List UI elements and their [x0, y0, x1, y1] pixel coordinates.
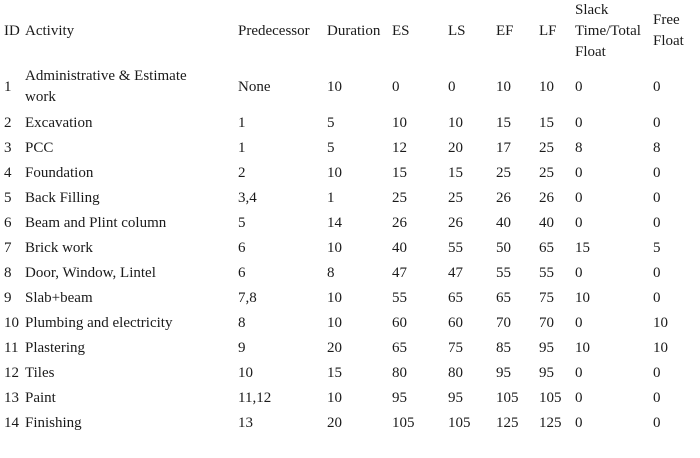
cell-es: 25: [392, 190, 407, 206]
cell-es: 60: [392, 315, 407, 331]
cell-lf: 40: [539, 215, 554, 231]
cell-slack: 15: [575, 240, 590, 256]
cell-activity: Plumbing and electricity: [25, 315, 173, 331]
cell-predecessor: 8: [238, 315, 246, 331]
cell-lf: 10: [539, 79, 554, 95]
cell-duration: 15: [327, 365, 342, 381]
cell-id: 14: [4, 415, 19, 431]
cell-id: 9: [4, 290, 12, 306]
cell-predecessor: 7,8: [238, 290, 257, 306]
cell-ls: 10: [448, 115, 463, 131]
cell-free: 10: [653, 340, 668, 356]
cell-es: 40: [392, 240, 407, 256]
cell-ls: 0: [448, 79, 456, 95]
header-slack-line2: Time/Total: [575, 23, 641, 39]
cell-ef: 15: [496, 115, 511, 131]
cell-ef: 50: [496, 240, 511, 256]
cell-id: 6: [4, 215, 12, 231]
cell-lf: 55: [539, 265, 554, 281]
cell-duration: 10: [327, 390, 342, 406]
cell-free: 0: [653, 165, 661, 181]
cell-id: 11: [4, 340, 19, 356]
cell-lf: 95: [539, 365, 554, 381]
table-row: [0, 388, 700, 413]
cell-predecessor: 10: [238, 365, 253, 381]
cell-free: 0: [653, 190, 661, 206]
cell-es: 26: [392, 215, 407, 231]
cell-duration: 10: [327, 165, 342, 181]
cell-free: 0: [653, 290, 661, 306]
cell-es: 10: [392, 115, 407, 131]
cell-ls: 65: [448, 290, 463, 306]
cell-slack: 10: [575, 340, 590, 356]
cell-duration: 10: [327, 290, 342, 306]
table-row: [0, 138, 700, 163]
cell-slack: 0: [575, 165, 583, 181]
cell-ls: 25: [448, 190, 463, 206]
cell-es: 15: [392, 165, 407, 181]
cell-duration: 14: [327, 215, 342, 231]
cell-predecessor: 6: [238, 265, 246, 281]
cell-slack: 10: [575, 290, 590, 306]
cell-id: 2: [4, 115, 12, 131]
cell-es: 12: [392, 140, 407, 156]
cell-ls: 95: [448, 390, 463, 406]
cell-predecessor: 3,4: [238, 190, 257, 206]
cell-ef: 70: [496, 315, 511, 331]
cell-ls: 55: [448, 240, 463, 256]
table-row: [0, 188, 700, 213]
header-free-line1: Free: [653, 12, 680, 28]
cell-activity-cont: work: [25, 89, 56, 105]
cell-predecessor: 6: [238, 240, 246, 256]
cell-es: 80: [392, 365, 407, 381]
cell-slack: 0: [575, 215, 583, 231]
cell-activity: Back Filling: [25, 190, 100, 206]
header-predecessor: Predecessor: [238, 23, 310, 39]
cell-free: 0: [653, 79, 661, 95]
cell-activity: Administrative & Estimate: [25, 68, 187, 84]
table-row: [0, 313, 700, 338]
header-ls: LS: [448, 23, 466, 39]
cell-ef: 40: [496, 215, 511, 231]
cell-activity: Finishing: [25, 415, 82, 431]
table-row: [0, 113, 700, 138]
cell-slack: 0: [575, 315, 583, 331]
table-row: [0, 288, 700, 313]
header-ef: EF: [496, 23, 514, 39]
cell-duration: 10: [327, 79, 342, 95]
cell-ls: 20: [448, 140, 463, 156]
cell-free: 0: [653, 215, 661, 231]
header-slack-line1: Slack: [575, 2, 609, 18]
cell-es: 0: [392, 79, 400, 95]
cell-lf: 15: [539, 115, 554, 131]
cell-activity: Excavation: [25, 115, 93, 131]
header-slack-line3: Float: [575, 44, 606, 60]
header-duration: Duration: [327, 23, 381, 39]
cell-ef: 85: [496, 340, 511, 356]
cell-duration: 1: [327, 190, 335, 206]
cell-predecessor: 11,12: [238, 390, 272, 406]
table-header: [0, 0, 700, 66]
cell-ef: 65: [496, 290, 511, 306]
cell-es: 65: [392, 340, 407, 356]
cell-activity: Tiles: [25, 365, 55, 381]
cell-ls: 60: [448, 315, 463, 331]
cell-slack: 0: [575, 365, 583, 381]
cell-free: 5: [653, 240, 661, 256]
cell-free: 10: [653, 315, 668, 331]
cell-duration: 10: [327, 240, 342, 256]
header-lf: LF: [539, 23, 557, 39]
cell-id: 8: [4, 265, 12, 281]
header-es: ES: [392, 23, 410, 39]
cell-ls: 15: [448, 165, 463, 181]
cell-ls: 75: [448, 340, 463, 356]
cell-es: 95: [392, 390, 407, 406]
cell-ef: 125: [496, 415, 519, 431]
cell-id: 4: [4, 165, 12, 181]
cell-lf: 65: [539, 240, 554, 256]
cell-ls: 26: [448, 215, 463, 231]
cell-activity: PCC: [25, 140, 54, 156]
cell-es: 47: [392, 265, 407, 281]
cell-id: 12: [4, 365, 19, 381]
cell-free: 0: [653, 415, 661, 431]
cell-predecessor: 13: [238, 415, 253, 431]
header-free-line2: Float: [653, 33, 684, 49]
cell-activity: Foundation: [25, 165, 94, 181]
cell-lf: 75: [539, 290, 554, 306]
cell-ef: 25: [496, 165, 511, 181]
cell-free: 0: [653, 115, 661, 131]
cell-predecessor: 5: [238, 215, 246, 231]
cell-lf: 70: [539, 315, 554, 331]
cell-lf: 105: [539, 390, 562, 406]
cell-free: 0: [653, 390, 661, 406]
header-activity: Activity: [25, 23, 75, 39]
cell-lf: 125: [539, 415, 562, 431]
table-row: [0, 363, 700, 388]
cell-duration: 20: [327, 415, 342, 431]
cell-ls: 47: [448, 265, 463, 281]
cell-slack: 0: [575, 115, 583, 131]
cell-activity: Beam and Plint column: [25, 215, 167, 231]
cell-es: 105: [392, 415, 415, 431]
cell-ef: 26: [496, 190, 511, 206]
cell-duration: 20: [327, 340, 342, 356]
cell-slack: 8: [575, 140, 583, 156]
cell-slack: 0: [575, 390, 583, 406]
table-row: [0, 213, 700, 238]
cell-predecessor: None: [238, 79, 271, 95]
cell-ef: 105: [496, 390, 519, 406]
cell-ef: 10: [496, 79, 511, 95]
cell-ef: 17: [496, 140, 511, 156]
cell-duration: 5: [327, 115, 335, 131]
cell-activity: Plastering: [25, 340, 85, 356]
cell-id: 1: [4, 79, 12, 95]
cell-duration: 10: [327, 315, 342, 331]
cell-predecessor: 1: [238, 115, 246, 131]
cell-lf: 26: [539, 190, 554, 206]
cell-predecessor: 9: [238, 340, 246, 356]
cell-free: 0: [653, 265, 661, 281]
cell-slack: 0: [575, 79, 583, 95]
cell-lf: 25: [539, 140, 554, 156]
cell-predecessor: 1: [238, 140, 246, 156]
cell-activity: Slab+beam: [25, 290, 93, 306]
cell-ls: 80: [448, 365, 463, 381]
cell-ef: 95: [496, 365, 511, 381]
cell-id: 5: [4, 190, 12, 206]
cell-lf: 25: [539, 165, 554, 181]
cell-slack: 0: [575, 190, 583, 206]
table-row: [0, 66, 700, 112]
cell-slack: 0: [575, 265, 583, 281]
table-row: [0, 163, 700, 188]
header-id: ID: [4, 23, 20, 39]
cell-ls: 105: [448, 415, 471, 431]
cell-predecessor: 2: [238, 165, 246, 181]
cell-id: 10: [4, 315, 19, 331]
cell-duration: 5: [327, 140, 335, 156]
table-row: [0, 413, 700, 438]
cell-activity: Paint: [25, 390, 56, 406]
cell-es: 55: [392, 290, 407, 306]
cell-activity: Door, Window, Lintel: [25, 265, 156, 281]
cell-ef: 55: [496, 265, 511, 281]
table-row: [0, 238, 700, 263]
cell-free: 8: [653, 140, 661, 156]
cell-slack: 0: [575, 415, 583, 431]
cell-id: 7: [4, 240, 12, 256]
cell-duration: 8: [327, 265, 335, 281]
table-row: [0, 263, 700, 288]
cell-lf: 95: [539, 340, 554, 356]
cell-activity: Brick work: [25, 240, 93, 256]
table-row: [0, 338, 700, 363]
cell-id: 3: [4, 140, 12, 156]
cell-free: 0: [653, 365, 661, 381]
cell-id: 13: [4, 390, 19, 406]
